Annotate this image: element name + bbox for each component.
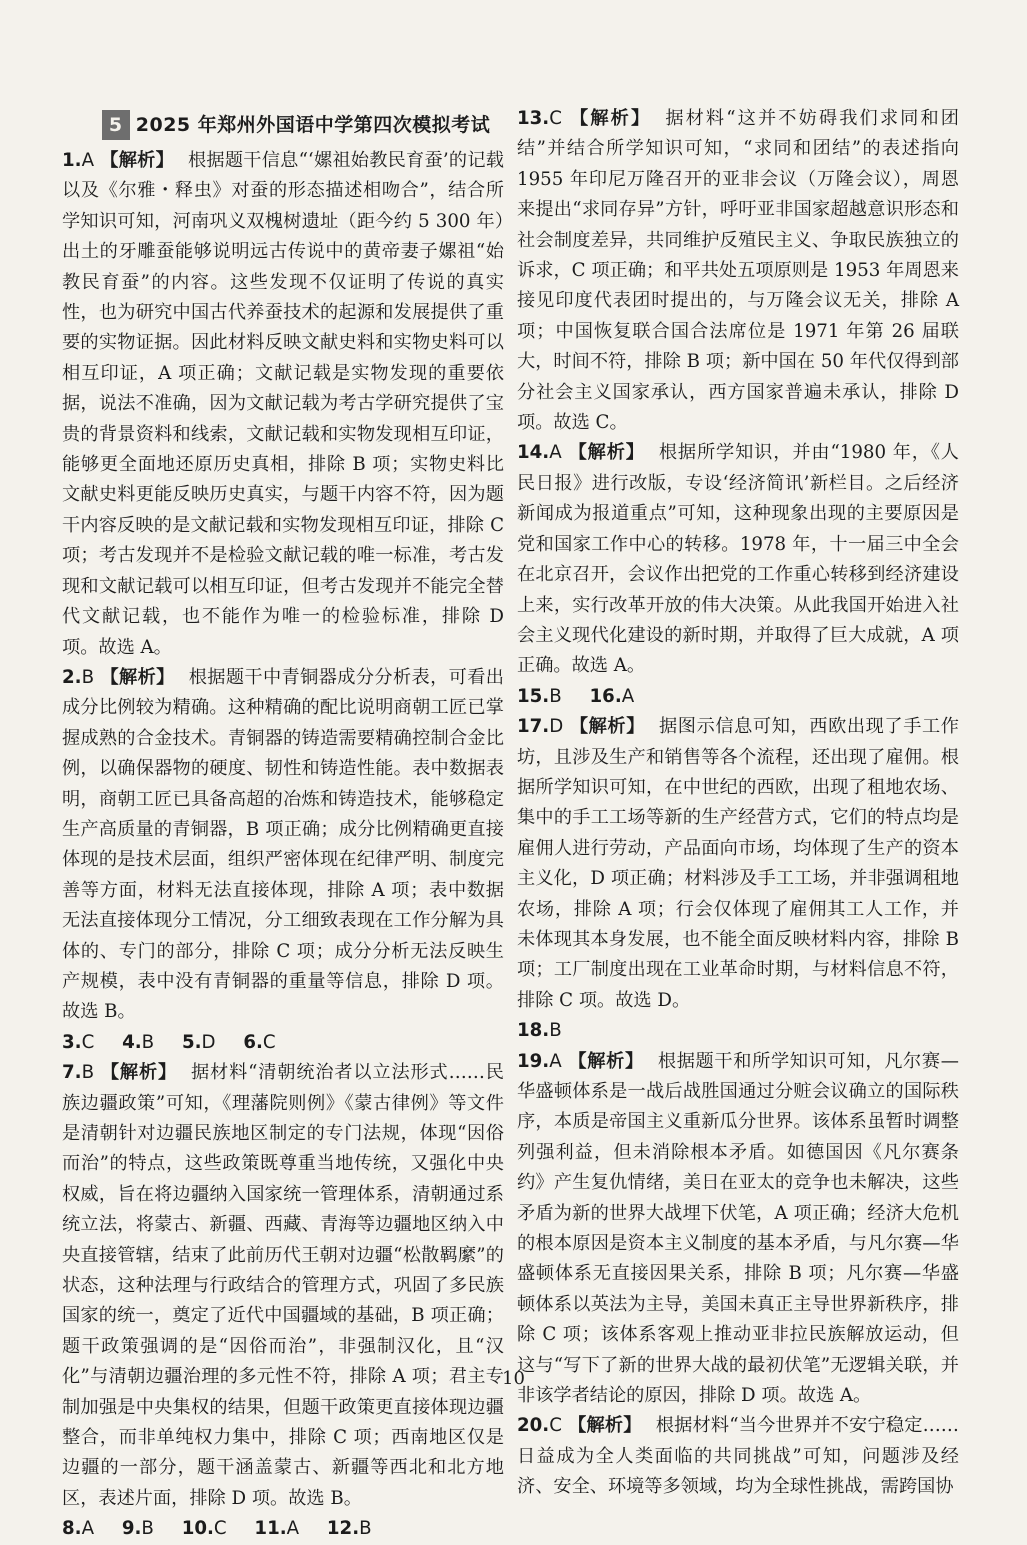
analysis-tag: 【解析】	[100, 1062, 178, 1084]
quick-answer: 11.A	[254, 1518, 300, 1540]
quick-answer: 15.B	[517, 685, 562, 707]
section-heading	[88, 108, 504, 142]
question-number: 13.	[517, 108, 550, 129]
question-number: 19.	[517, 1050, 550, 1072]
analysis-text: 根据材料“当今世界并不安宁稳定……日益成为全人类面临的共同挑战”可知，问题涉及经济、安全、环境等多领域，均为全球性挑战，需跨国协	[517, 1415, 959, 1498]
analysis-tag: 【解析】	[567, 108, 652, 129]
analysis-tag: 【解析】	[569, 716, 645, 738]
right-column	[517, 104, 959, 1503]
answer-entry-20	[517, 1411, 959, 1502]
page-number: 10	[502, 1368, 525, 1389]
quick-answers-3-6	[62, 1028, 504, 1058]
analysis-text: 根据题干信息“‘嫘祖始教民育蚕’的记载以及《尔雅・释虫》对蚕的形态描述相吻合”，结合所学知识可知，河南巩义双槐树遗址（距今约 5 300 年）出土的牙雕蚕能够说明远古传说中的黄帝妻子嫘祖“始教民育蚕”的内容。这些发现不仅证明了传说的真实性，也为研究中国古代养蚕技术的起源和发展提供了重要的实物证据。因此材料反映文献史料和实物史料可以相互印证，A 项正确；文献记载是实物发现的重要依据，说法不准确，因为文献记载为考古学研究提供了宝贵的背景资料和线索，文献记载和实物发现相互印证，能够更全面地还原历史真相，排除 B 项；实物史料比文献史料更能反映历史真实，与题干内容不符，因为题干内容反映的是文献记载和实物发现相互印证，排除 C 项；考古发现并不是检验文献记载的唯一标准，考古发现和文献记载可以相互印证，但考古发现并不能完全替代文献记载，也不能作为唯一的检验标准，排除 D 项。故选 A。	[62, 150, 504, 658]
answer-entry-1	[62, 146, 504, 663]
answer-entry-19	[517, 1047, 959, 1412]
analysis-tag: 【解析】	[567, 1415, 642, 1437]
answer-entry-2	[62, 663, 504, 1028]
quick-answer: 10.C	[181, 1518, 227, 1540]
analysis-text: 据图示信息可知，西欧出现了手工作坊，且涉及生产和销售等各个流程，还出现了雇佣。根据所学知识可知，在中世纪的西欧，出现了租地农场、集中的手工工场等新的生产经营方式，它们的特点均是雇佣人进行劳动，产品面向市场，均体现了生产的资本主义化，D 项正确；材料涉及手工工场，并非强调租地农场，排除 A 项；行会仅体现了雇佣其工人工作，并未体现其本身发展，也不能全面反映材料内容，排除 B 项；工厂制度出现在工业革命时期，与材料信息不符，排除 C 项。故选 D。	[517, 716, 959, 1011]
answer-entry-7	[62, 1058, 504, 1514]
quick-answer: 6.C	[243, 1031, 276, 1053]
answer-entry-17	[517, 712, 959, 1016]
analysis-tag: 【解析】	[100, 150, 174, 171]
analysis-text: 根据题干中青铜器成分分析表，可看出成分比例较为精确。这种精确的配比说明商朝工匠已掌握成熟的合金技术。青铜器的铸造需要精确控制合金比例，以确保器物的硬度、韧性和铸造性能。表中数据表明，商朝工匠已具备高超的冶炼和铸造技术，能够稳定生产高质量的青铜器，B 项正确；成分比例精确更直接体现的是技术层面，组织严密体现在纪律严明、制度完善等方面，材料无法直接体现，排除 A 项；表中数据无法直接体现分工情况，分工细致表现在工作分解为具体的、专门的部分，排除 C 项；成分分析无法反映生产规模，表中没有青铜器的重量等信息，排除 D 项。故选 B。	[62, 666, 504, 1023]
question-number: 2.	[62, 666, 82, 688]
quick-answer: 5.D	[181, 1031, 216, 1053]
quick-answers-15-16	[517, 682, 959, 712]
question-number: 17.	[517, 716, 550, 738]
answer-letter: A	[549, 1050, 562, 1072]
answer-letter: B	[81, 1062, 95, 1084]
quick-answer: 9.B	[121, 1518, 154, 1540]
quick-answer: 12.B	[326, 1518, 372, 1540]
answer-letter: A	[549, 442, 562, 464]
answer-letter: B	[81, 666, 95, 688]
left-column	[62, 108, 504, 1545]
analysis-text: 据材料“这并不妨碍我们求同和团结”并结合所学知识可知，“求同和团结”的表述指向 1955 年印尼万隆召开的亚非会议（万隆会议），周恩来提出“求同存异”方针，呼吁亚非国家超越意识形态和社会制度差异，共同维护反殖民主义、争取民族独立的诉求，C 项正确；和平共处五项原则是 1953 年周恩来接见印度代表团时提出的，与万隆会议无关，排除 A 项；中国恢复联合国合法席位是 1971 年第 26 届联大，时间不符，排除 B 项；新中国在 50 年代仅得到部分社会主义国家承认，西方国家普遍未承认，排除 D 项。故选 C。	[517, 108, 959, 434]
answer-letter: C	[549, 1415, 562, 1437]
question-number: 14.	[517, 442, 550, 464]
section-title: 2025 年郑州外国语中学第四次模拟考试	[135, 113, 491, 136]
question-number: 1.	[62, 150, 82, 171]
analysis-tag: 【解析】	[100, 666, 175, 688]
quick-answer: 16.A	[589, 685, 635, 707]
section-number-badge: 5	[102, 110, 130, 140]
question-number: 20.	[517, 1415, 550, 1437]
answer-letter: D	[549, 716, 564, 738]
answer-letter: C	[549, 108, 562, 129]
analysis-text: 根据题干和所学知识可知，凡尔赛—华盛顿体系是一战后战胜国通过分赃会议确立的国际秩序，本质是帝国主义重新瓜分世界。该体系虽暂时调整列强利益，但未消除根本矛盾。如德国因《凡尔赛条约》产生复仇情绪，美日在亚太的竞争也未解决，这些矛盾为新的世界大战埋下伏笔，A 项正确；经济大危机的根本原因是资本主义制度的基本矛盾，与凡尔赛—华盛顿体系无直接因果关系，排除 B 项；凡尔赛—华盛顿体系以英法为主导，美国未真正主导世界新秩序，排除 C 项；该体系客观上推动亚非拉民族解放运动，但这与“写下了新的世界大战的最初伏笔”无逻辑关联，并非该学者结论的原因，排除 D 项。故选 A。	[517, 1050, 959, 1407]
analysis-tag: 【解析】	[567, 1050, 644, 1072]
analysis-tag: 【解析】	[567, 442, 645, 464]
answer-entry-14	[517, 438, 959, 681]
quick-answer: 8.A	[62, 1518, 95, 1540]
quick-answer: 18.B	[517, 1020, 562, 1042]
answer-letter: A	[81, 150, 95, 171]
analysis-text: 根据所学知识，并由“1980 年，《人民日报》进行改版，专设‘经济简讯’新栏目。之后经济新闻成为报道重点”可知，这种现象出现的主要原因是党和国家工作中心的转移。1978 年，十一届三中全会在北京召开，会议作出把党的工作重心转移到经济建设上来，实行改革开放的伟大决策。从此我国开始进入社会主义现代化建设的新时期，并取得了巨大成就，A 项正确。故选 A。	[517, 442, 959, 677]
quick-answer: 3.C	[62, 1031, 95, 1053]
analysis-text: 据材料“清朝统治者以立法形式……民族边疆政策”可知，《理藩院则例》《蒙古律例》等文件是清朝针对边疆民族地区制定的专门法规，体现“因俗而治”的特点，这些政策既尊重当地传统，又强化中央权威，旨在将边疆纳入国家统一管理体系，清朝通过系统立法，将蒙古、新疆、西藏、青海等边疆地区纳入中央直接管辖，结束了此前历代王朝对边疆“松散羁縻”的状态，这种法理与行政结合的管理方式，巩固了多民族国家的统一，奠定了近代中国疆域的基础，B 项正确；题干政策强调的是“因俗而治”，非强制汉化，且“汉化”与清朝边疆治理的多元性不符，排除 A 项；君主专制加强是中央集权的结果，但题干政策更直接体现边疆整合，而非单纯权力集中，排除 C 项；西南地区仅是边疆的一部分，题干涵盖蒙古、新疆等西北和北方地区，表述片面，排除 D 项。故选 B。	[62, 1062, 504, 1509]
quick-answer: 4.B	[122, 1031, 155, 1053]
quick-answers-8-12	[62, 1514, 504, 1544]
answer-entry-13	[517, 104, 959, 438]
quick-answer-18	[517, 1016, 959, 1046]
question-number: 7.	[62, 1062, 82, 1084]
